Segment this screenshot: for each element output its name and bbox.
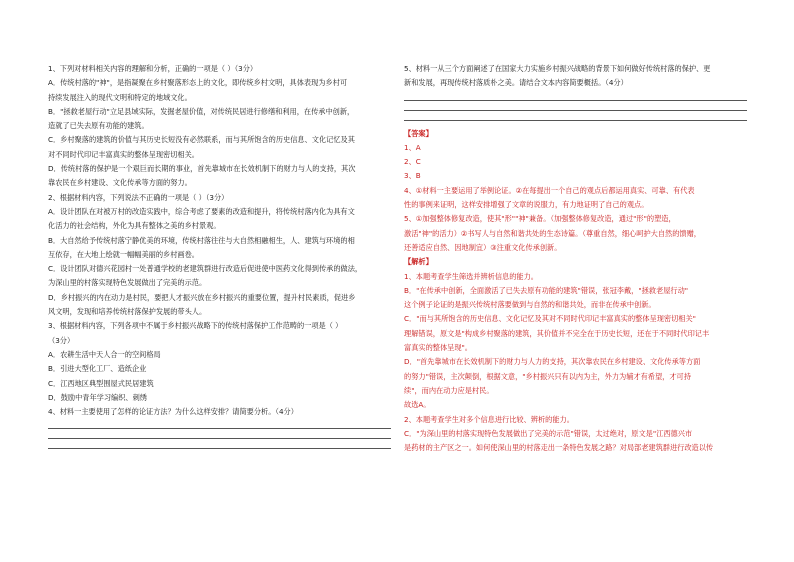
answer-line[interactable]	[48, 438, 391, 439]
q1-option-a-cont: 持续发展注入的现代文明和特定的地域文化。	[48, 92, 192, 102]
q2-option-d-cont: 风文明，发现和培养传统村落保护发展的带头人。	[48, 307, 207, 317]
q2-option-c-cont: 为深山里的村落实现特色发展做出了完美的示范。	[48, 278, 207, 288]
answer-1: 1、A	[404, 142, 421, 152]
analysis-1-d-cont: 的努力"错误，主次颠倒，根据文意，"乡村振兴只有以内为主，外力为辅才有希望，才可持	[404, 371, 691, 381]
answer-4-cont: 性的事例来证明，这样安排增强了文章的说服力，有力地证明了自己的观点。	[404, 200, 649, 210]
q5-stem-cont: 新和发展，再现传统村落质朴之美。请结合文本内容简要概括。（4分）	[404, 78, 628, 88]
analysis-1-d-cont: 续"，而内在动力应是村民。	[404, 385, 494, 395]
q2-option-a-cont: 化活力的社会结构，外化为具有整体之美的乡村景观。	[48, 221, 221, 231]
q1-option-c: C．乡村聚落的建筑的价值与其历史长短没有必然联系，而与其所饱含的历史信息、文化记忆及其	[48, 135, 355, 145]
q2-stem: 2、根据材料内容，下列说法不正确的一项是（ ）（3分）	[48, 192, 229, 202]
q4-stem: 4、材料一主要使用了怎样的论证方法？为什么这样安排？请简要分析。（4分）	[48, 407, 298, 417]
q2-option-d: D．乡村振兴的内在动力是村民，要把人才振兴放在乡村振兴的重要位置，提升村民素质，促进乡	[48, 292, 356, 302]
analysis-1-b: B．"在传承中创新，全面激活了已失去原有功能的建筑"错误，张冠李戴，"拯救老屋行动"	[404, 285, 689, 295]
q3-option-c: C．江西地区典型围屋式民居建筑	[48, 378, 154, 388]
q3-option-a: A．农耕生活中天人合一的空间格局	[48, 349, 161, 359]
answer-5-cont: 还善适应自然、因地制宜）③注重文化传承创新。	[404, 242, 562, 252]
answer-line[interactable]	[404, 110, 747, 111]
answer-5-cont: 激活"神"的活力）②书写人与自然和谐共处的生态诗篇。（尊重自然，细心呵护大自然的馈赠，	[404, 228, 701, 238]
q3-option-d: D．鼓励中青年学习编织、刺绣	[48, 392, 147, 402]
analysis-heading: 【解析】	[404, 257, 433, 267]
analysis-1: 1、本题考查学生筛选并辨析信息的能力。	[404, 271, 538, 281]
analysis-2-c-cont: 是药材的主产区之一。如何使深山里的村落走出一条特色发展之路？对局部老建筑群进行改造以传	[404, 443, 714, 453]
answer-line[interactable]	[48, 428, 391, 429]
answer-line[interactable]	[48, 448, 391, 449]
answer-5: 5、①加强整体修复改造，使其"形""神"兼备。（加强整体修复改造，通过"形"的塑造，	[404, 214, 676, 224]
left-column	[48, 62, 391, 449]
analysis-1-c-cont: 富真实的整体呈现"。	[404, 343, 472, 353]
q3-score: （3分）	[48, 335, 75, 345]
q1-option-a: A．传统村落的"神"，是指凝聚在乡村聚落形态上的文化，即传统乡村文明，具体表现为乡村可	[48, 78, 348, 88]
analysis-1-conclusion: 故选A。	[404, 400, 431, 410]
q5-stem: 5、材料一从三个方面阐述了在国家大力实施乡村振兴战略的背景下如何做好传统村落的保护、更	[404, 64, 711, 73]
q2-option-c: C．设计团队对德兴花园村一处普通学校的老建筑群进行改造后促进使中医药文化得到传承的做法，	[48, 264, 363, 274]
q2-option-b-cont: 互依存，在大地上绘就一幅幅美丽的乡村画卷。	[48, 249, 199, 259]
q1-option-d-cont: 靠农民在乡村建设、文化传承等方面的努力。	[48, 178, 192, 188]
analysis-1-b-cont: 这个例子论证的是振兴传统村落要做到与自然的和谐共处，而非在传承中创新。	[404, 300, 656, 310]
q1-option-b: B．"拯救老屋行动"立足县域实际，发掘老屋价值，对传统民居进行修缮和利用，在传承中创新，	[48, 106, 355, 116]
q1-option-d: D．传统村落的保护是一个艰巨而长期的事业，首先靠城市在长效机制下的财力与人的支持，其次	[48, 164, 356, 174]
answer-2: 2、C	[404, 157, 421, 167]
answer-3: 3、B	[404, 171, 421, 181]
answer-4: 4、①材料一主要运用了举例论证。②在每提出一个自己的观点后都运用真实、可靠、有代表	[404, 185, 695, 195]
q1-option-b-cont: 造就了已失去原有功能的建筑。	[48, 121, 149, 131]
analysis-1-c-cont: 理解错误，原文是"构成乡村聚落的建筑，其价值并不完全在于历史长短，还在于不同时代印记丰	[404, 328, 710, 338]
analysis-2: 2、本题考查学生对多个信息进行比较、辨析的能力。	[404, 414, 574, 424]
q1-option-c-cont: 对不同时代印记丰富真实的整体呈现密切相关。	[48, 149, 199, 159]
q3-option-b: B．引进大型化工厂、造纸企业	[48, 364, 147, 374]
q1-stem: 1、下列对材料相关内容的理解和分析，正确的一项是（ ）（3分）	[48, 64, 258, 73]
analysis-1-c: C．"而与其所饱含的历史信息、文化记忆及其对不同时代印记丰富真实的整体呈现密切相关"	[404, 314, 696, 324]
q3-stem: 3、根据材料内容，下列各项中不属于乡村振兴战略下的传统村落保护工作范畴的一项是（ ）	[48, 321, 343, 331]
answer-line[interactable]	[404, 100, 747, 101]
q2-option-a: A．设计团队在对被万村的改造实践中，综合考虑了要素的改造和提升，将传统村落内化为具有文	[48, 206, 355, 216]
analysis-2-c: C．"为深山里的村落实现特色发展做出了完美的示范"错误，太过绝对，原文是"江西德兴市	[404, 428, 693, 438]
analysis-1-d: D．"首先靠城市在长效机制下的财力与人力的支持，其次靠农民在乡村建设、文化传承等方面	[404, 357, 701, 367]
answer-heading: 【答案】	[404, 128, 433, 138]
right-column	[404, 62, 747, 455]
q2-option-b: B．大自然给予传统村落宁静优美的环境，传统村落往往与大自然相融相生，人、建筑与环境的相	[48, 235, 355, 245]
